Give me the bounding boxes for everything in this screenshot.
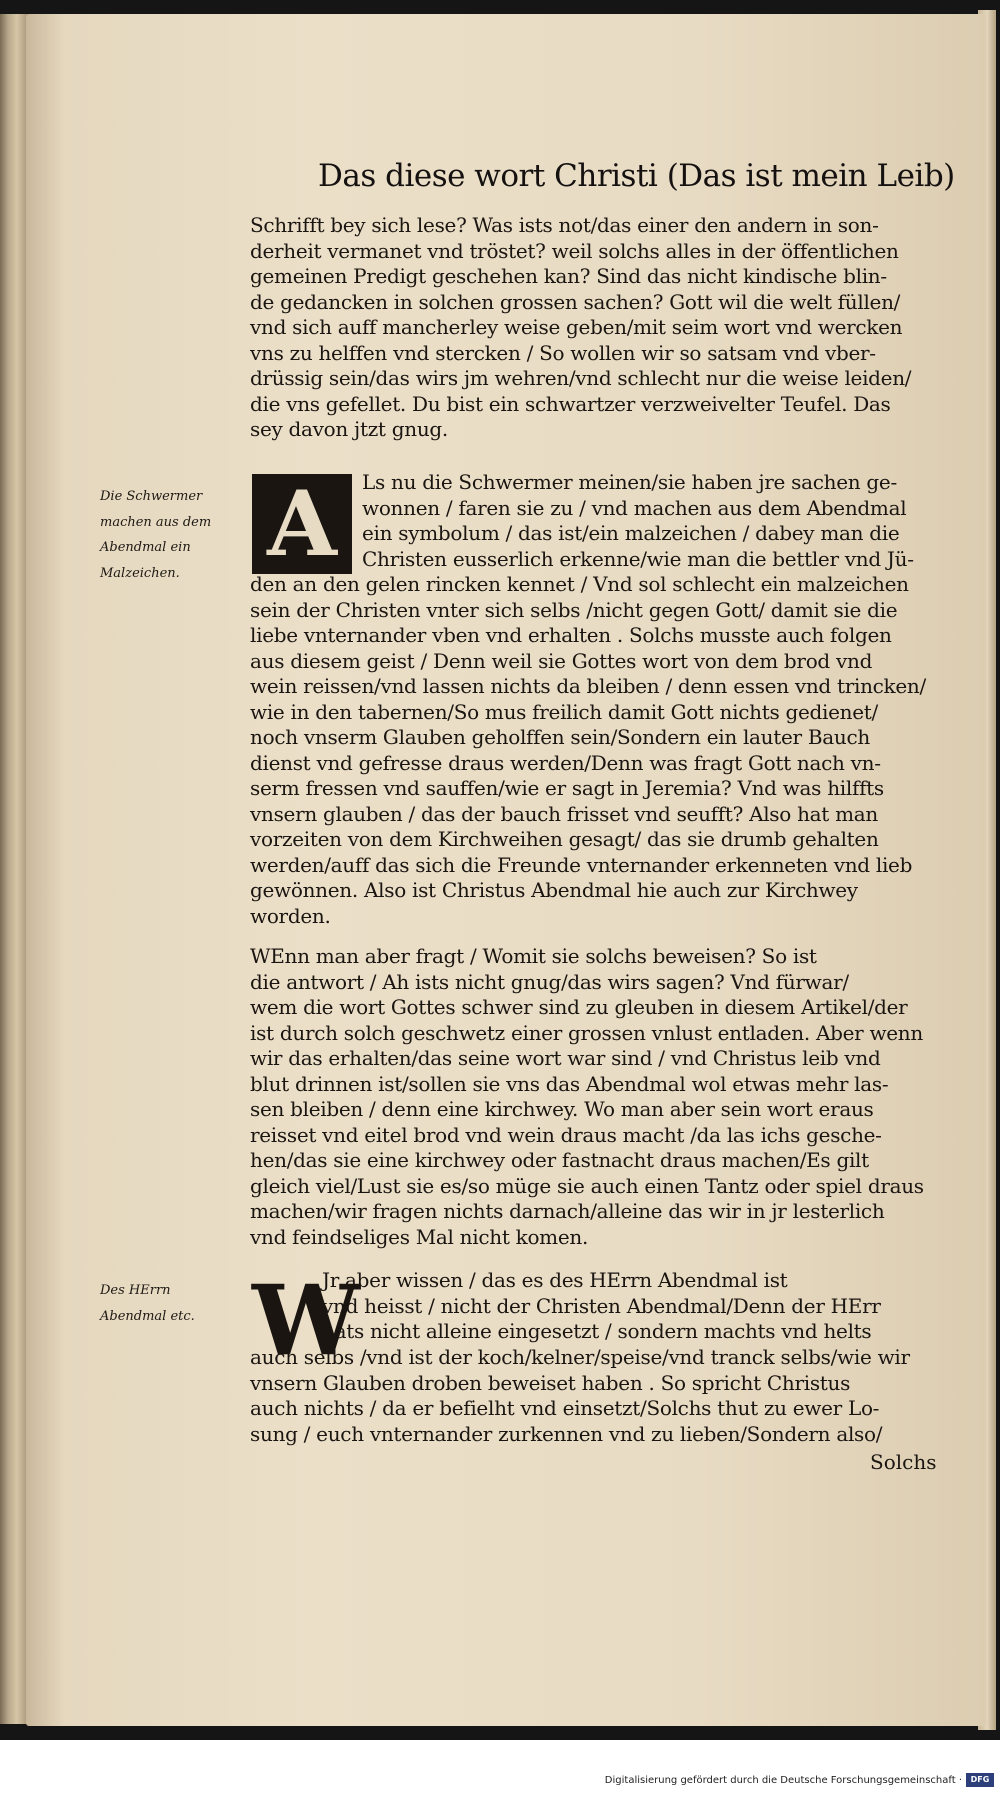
- text-line: ist durch solch geschwetz einer grossen vnlust entladen. Aber wenn: [250, 1020, 923, 1045]
- catchword: Solchs: [870, 1450, 937, 1474]
- text-line: drüssig sein/das wirs jm wehren/vnd schlecht nur die weise leiden/: [250, 366, 912, 390]
- paragraph-4-indented: [322, 1268, 881, 1345]
- margin-note-2: [100, 1282, 195, 1333]
- text-line: hen/das sie eine kirchwey oder fastnacht draus machen/Es gilt: [250, 1148, 869, 1172]
- paragraph-2: [250, 572, 926, 929]
- text-line: wie in den tabernen/So mus freilich damit Gott nichts gedienet/: [250, 699, 878, 724]
- paragraph-2-indented: [362, 470, 914, 572]
- text-line: Ls nu die Schwermer meinen/sie haben jre sachen ge-: [362, 470, 897, 494]
- text-line: gleich viel/Lust sie es/so müge sie auch einen Tantz oder spiel draus: [250, 1173, 924, 1198]
- text-line: auch selbs /vnd ist der koch/kelner/speise/vnd tranck selbs/wie wir: [250, 1345, 910, 1369]
- text-line: Des HErrn: [100, 1283, 171, 1298]
- text-line: dienst vnd gefresse draus werden/Denn was fragt Gott nach vn-: [250, 750, 881, 775]
- text-line: Die Schwermer: [100, 489, 203, 504]
- text-line: WEnn man aber fragt / Womit sie solchs beweisen? So ist: [250, 944, 817, 968]
- text-line: gemeinen Predigt geschehen kan? Sind das nicht kindische blin-: [250, 264, 887, 288]
- paragraph-1: [250, 213, 911, 443]
- running-header: Das diese wort Christi (Das ist mein Leib): [318, 158, 955, 194]
- text-line: Abendmal etc.: [100, 1308, 195, 1324]
- text-line: vnd feindseliges Mal nicht komen.: [250, 1224, 589, 1249]
- text-line: sein der Christen vnter sich selbs /nicht gegen Gott/ damit sie die: [250, 597, 898, 622]
- margin-note-1: [100, 488, 211, 590]
- dfg-logo: DFG: [966, 1773, 994, 1787]
- paragraph-3: [250, 944, 924, 1250]
- footer-bar: [0, 1740, 1000, 1797]
- text-line: reisset vnd eitel brod vnd wein draus macht /da las ichs gesche-: [250, 1122, 882, 1147]
- text-line: sey davon jtzt gnug.: [250, 417, 448, 441]
- text-line: machen aus dem: [100, 514, 212, 530]
- text-line: hats nicht alleine eingesetzt / sondern machts vnd helts: [322, 1319, 872, 1343]
- text-line: die antwort / Ah ists nicht gnug/das wirs sagen? Vnd fürwar/: [250, 969, 849, 994]
- text-line: wir das erhalten/das seine wort war sind / vnd Christus leib vnd: [250, 1046, 881, 1070]
- paragraph-4: [250, 1345, 910, 1447]
- text-line: auch nichts / da er befielht vnd einsetzt/Solchs thut zu ewer Lo-: [250, 1396, 880, 1420]
- text-line: derheit vermanet vnd tröstet? weil solchs alles in der öffentlichen: [250, 238, 899, 263]
- page-stack-left-edge: [0, 14, 28, 1724]
- text-line: vorzeiten von dem Kirchweihen gesagt/ das sie drumb gehalten: [250, 827, 879, 851]
- text-line: sung / euch vnternander zurkennen vnd zu lieben/Sondern also/: [250, 1421, 883, 1446]
- text-line: vnsern glauben / das der bauch frisset vnd seufft? Also hat man: [250, 801, 878, 826]
- text-line: liebe vnternander vben vnd erhalten . Solchs musste auch folgen: [250, 623, 892, 647]
- text-line: wein reissen/vnd lassen nichts da bleiben / denn essen vnd trincken/: [250, 674, 926, 698]
- text-line: de gedancken in solchen grossen sachen? Gott wil die welt füllen/: [250, 289, 901, 314]
- decorated-initial-w: W: [252, 1264, 360, 1377]
- text-line: aus diesem geist / Denn weil sie Gottes wort von dem brod vnd: [250, 648, 873, 673]
- text-line: vnsern Glauben droben beweiset haben . So spricht Christus: [250, 1370, 851, 1395]
- text-line: wonnen / faren sie zu / vnd machen aus dem Abendmal: [362, 495, 907, 520]
- text-line: serm fressen vnd sauffen/wie er sagt in Jeremia? Vnd was hilffts: [250, 776, 884, 800]
- text-line: machen/wir fragen nichts darnach/alleine das wir in jr lesterlich: [250, 1199, 885, 1223]
- text-line: Abendmal ein: [100, 540, 191, 555]
- text-line: noch vnserm Glauben geholffen sein/Sondern ein lauter Bauch: [250, 725, 870, 749]
- text-line: vnd sich auff mancherley weise geben/mit seim wort vnd wercken: [250, 315, 903, 339]
- text-line: gewönnen. Also ist Christus Abendmal hie auch zur Kirchwey: [250, 878, 858, 902]
- text-line: sen bleiben / denn eine kirchwey. Wo man aber sein wort eraus: [250, 1097, 874, 1121]
- text-line: Jr aber wissen / das es des HErrn Abendmal ist: [322, 1268, 788, 1292]
- text-line: vnd heisst / nicht der Christen Abendmal/Denn der HErr: [322, 1293, 881, 1318]
- text-line: werden/auff das sich die Freunde vnternander erkenneten vnd lieb: [250, 852, 913, 877]
- text-line: die vns gefellet. Du bist ein schwartzer verzweivelter Teufel. Das: [250, 391, 891, 416]
- text-line: den an den gelen rincken kennet / Vnd sol schlecht ein malzeichen: [250, 572, 909, 596]
- text-line: blut drinnen ist/sollen sie vns das Abendmal wol etwas mehr las-: [250, 1071, 889, 1096]
- text-line: vns zu helffen vnd stercken / So wollen wir so satsam vnd vber-: [250, 340, 876, 365]
- text-line: Malzeichen.: [100, 565, 180, 581]
- text-line: wem die wort Gottes schwer sind zu gleuben in diesem Artikel/der: [250, 995, 908, 1019]
- footer-credit: Digitalisierung gefördert durch die Deutsche Forschungsgemeinschaft ·: [604, 1775, 962, 1786]
- decorated-initial-a: A: [252, 474, 352, 574]
- text-line: worden.: [250, 903, 331, 928]
- text-line: Schrifft bey sich lese? Was ists not/das einer den andern in son-: [250, 213, 879, 237]
- text-line: Christen eusserlich erkenne/wie man die bettler vnd Jü-: [362, 546, 914, 571]
- text-line: ein symbolum / das ist/ein malzeichen / dabey man die: [362, 521, 900, 545]
